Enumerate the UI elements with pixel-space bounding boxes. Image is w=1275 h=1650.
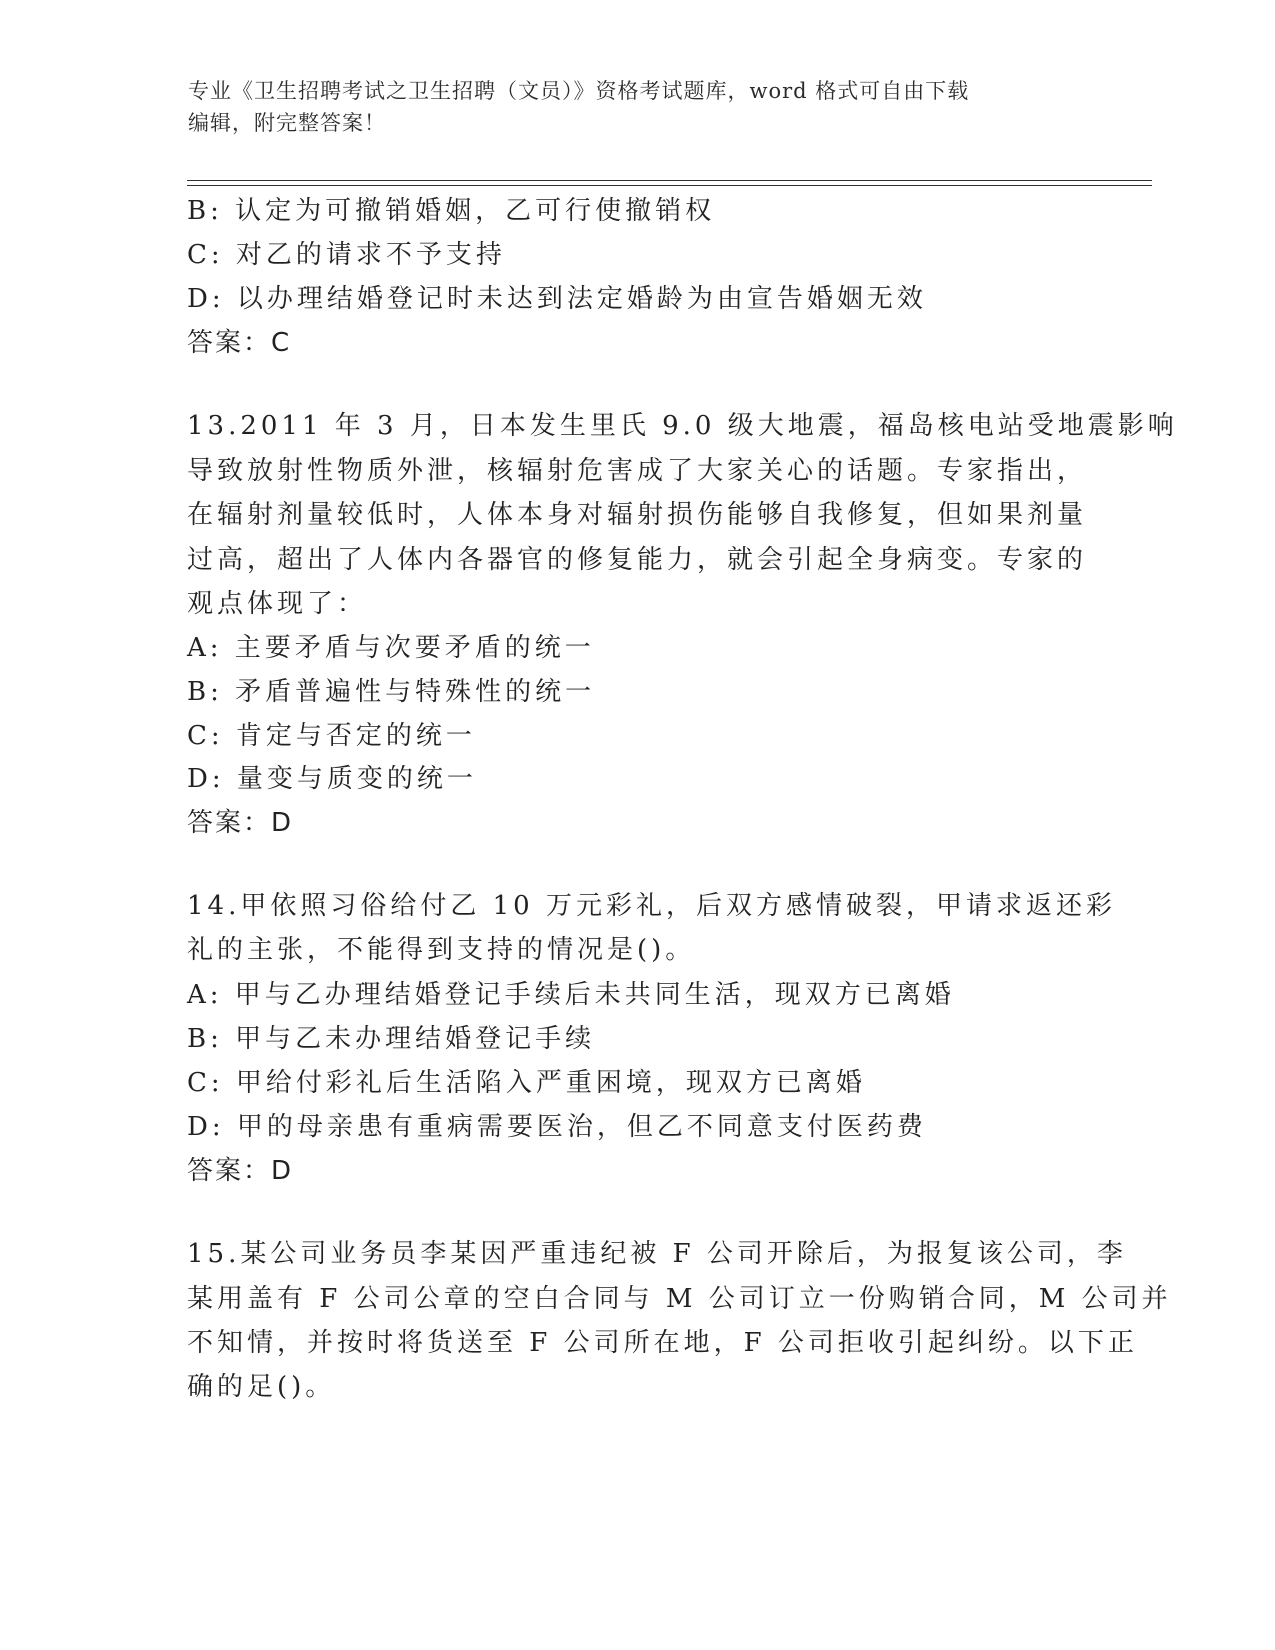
q13-option-c: C: 肯定与否定的统一 bbox=[187, 721, 476, 751]
q12-option-c: C: 对乙的请求不予支持 bbox=[187, 240, 506, 270]
q14-option-c: C: 甲给付彩礼后生活陷入严重困境，现双方已离婚 bbox=[187, 1068, 866, 1098]
q12-option-b: B: 认定为可撤销婚姻，乙可行使撤销权 bbox=[187, 196, 716, 226]
q12-answer: 答案：C bbox=[187, 328, 292, 358]
header-line-2: 编辑，附完整答案！ bbox=[188, 111, 386, 135]
q13-answer: 答案：D bbox=[187, 808, 294, 838]
q13-option-a: A: 主要矛盾与次要矛盾的统一 bbox=[187, 633, 595, 663]
q12-option-d: D: 以办理结婚登记时未达到法定婚龄为由宣告婚姻无效 bbox=[187, 284, 927, 314]
q14-option-d: D: 甲的母亲患有重病需要医治，但乙不同意支付医药费 bbox=[187, 1112, 927, 1142]
q15-stem-line-1: 15.某公司业务员李某因严重违纪被 F 公司开除后，为报复该公司，李 bbox=[187, 1239, 1127, 1269]
q14-stem-line-2: 礼的主张，不能得到支持的情况是()。 bbox=[187, 935, 696, 965]
q14-answer: 答案：D bbox=[187, 1156, 294, 1186]
q15-stem-line-3: 不知情，并按时将货送至 F 公司所在地，F 公司拒收引起纠纷。以下正 bbox=[187, 1328, 1138, 1358]
q13-stem-line-4: 过高，超出了人体内各器官的修复能力，就会引起全身病变。专家的 bbox=[187, 545, 1088, 575]
q13-stem-line-3: 在辐射剂量较低时，人体本身对辐射损伤能够自我修复，但如果剂量 bbox=[187, 500, 1088, 530]
q14-stem-line-1: 14.甲依照习俗给付乙 10 万元彩礼，后双方感情破裂，甲请求返还彩 bbox=[187, 891, 1116, 921]
q15-stem-line-2: 某用盖有 F 公司公章的空白合同与 M 公司订立一份购销合同，M 公司并 bbox=[187, 1284, 1172, 1314]
q14-option-a: A: 甲与乙办理结婚登记手续后未共同生活，现双方已离婚 bbox=[187, 980, 955, 1010]
header-divider-bottom bbox=[187, 185, 1152, 186]
q13-stem-line-5: 观点体现了： bbox=[187, 589, 368, 619]
q14-option-b: B: 甲与乙未办理结婚登记手续 bbox=[187, 1024, 596, 1054]
q13-stem-line-2: 导致放射性物质外泄，核辐射危害成了大家关心的话题。专家指出， bbox=[187, 456, 1088, 486]
q15-stem-line-4: 确的足()。 bbox=[187, 1372, 336, 1402]
q13-option-d: D: 量变与质变的统一 bbox=[187, 764, 477, 794]
q13-stem-line-1: 13.2011 年 3 月，日本发生里氏 9.0 级大地震，福岛核电站受地震影响 bbox=[187, 411, 1178, 441]
document-header bbox=[188, 75, 1078, 139]
header-divider-top bbox=[187, 180, 1152, 181]
q13-option-b: B: 矛盾普遍性与特殊性的统一 bbox=[187, 677, 596, 707]
header-line-1: 专业《卫生招聘考试之卫生招聘（文员）》资格考试题库，word 格式可自由下载 bbox=[188, 79, 970, 103]
